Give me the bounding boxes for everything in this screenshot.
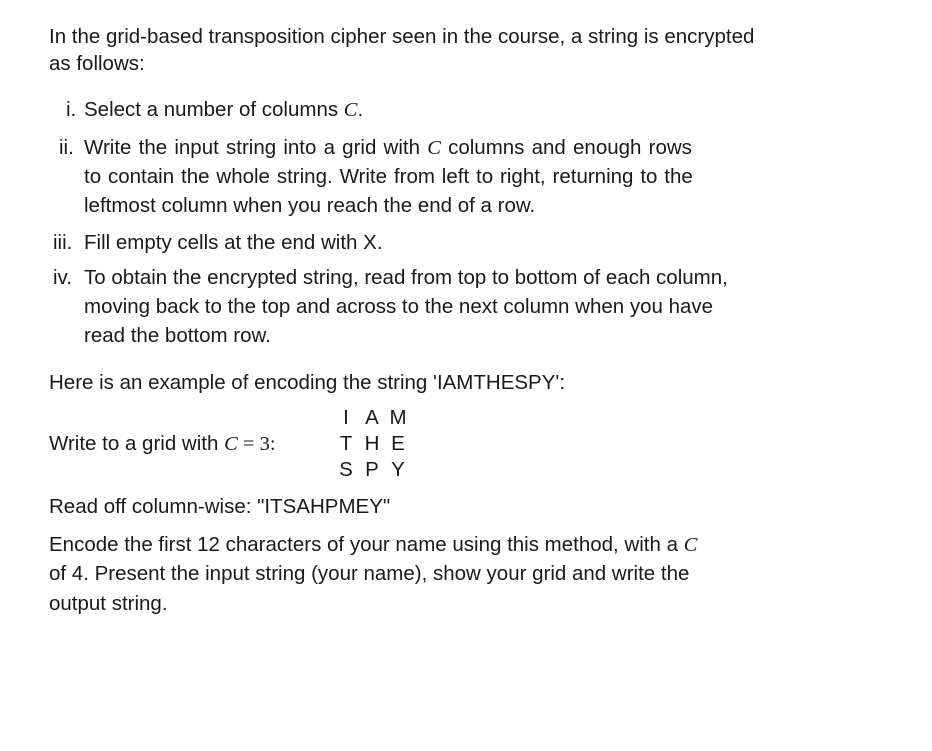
intro-line-1: In the grid-based transposition cipher seen in the course, a string is encrypted bbox=[49, 25, 755, 48]
task-line-1-text: Encode the first 12 characters of your name using this method, with a bbox=[49, 533, 684, 556]
grid-cell-r3-c1: S bbox=[339, 458, 353, 481]
step-4-line-3: read the bottom row. bbox=[84, 324, 271, 347]
grid-cell-r2-c3: E bbox=[391, 432, 405, 455]
step-2-line-1-end: columns and enough rows bbox=[440, 136, 692, 159]
step-1-text bbox=[84, 100, 363, 121]
example-intro: Here is an example of encoding the string 'IAMTHESPY': bbox=[49, 371, 566, 394]
step-2-line-3: leftmost column when you reach the end of a row. bbox=[84, 194, 536, 217]
grid-cell-r3-c2: P bbox=[365, 458, 379, 481]
example-grid-label-prefix: Write to a grid with bbox=[49, 432, 225, 455]
step-3-marker: iii. bbox=[53, 231, 73, 254]
grid-cell-r3-c3: Y bbox=[391, 458, 405, 481]
example-grid-label-eq: = 3: bbox=[237, 433, 276, 455]
grid-cell-r1-c1: I bbox=[343, 406, 349, 429]
task-line-2: of 4. Present the input string (your name), show your grid and write the bbox=[49, 562, 690, 585]
example-grid-label bbox=[49, 434, 276, 455]
intro-line-2: as follows: bbox=[49, 52, 145, 75]
task-line-1 bbox=[49, 535, 697, 556]
step-4-line-2: moving back to the top and across to the next column when you have bbox=[84, 295, 714, 318]
step-2-line-1 bbox=[84, 138, 692, 159]
step-2-line-2: to contain the whole string. Write from left to right, returning to the bbox=[84, 165, 693, 188]
step-1-marker: i. bbox=[66, 98, 77, 121]
step-1-var-c: C bbox=[343, 99, 358, 121]
step-4-line-1: To obtain the encrypted string, read from top to bottom of each column, bbox=[84, 266, 728, 289]
task-var-c: C bbox=[683, 534, 698, 556]
grid-cell-r1-c2: A bbox=[365, 406, 379, 429]
grid-cell-r1-c3: M bbox=[389, 406, 407, 429]
step-2-marker: ii. bbox=[59, 136, 74, 159]
step-1-tail: . bbox=[357, 98, 364, 121]
task-line-3: output string. bbox=[49, 592, 168, 615]
grid-cell-r2-c1: T bbox=[339, 432, 353, 455]
example-readoff: Read off column-wise: "ITSAHPMEY" bbox=[49, 495, 391, 518]
step-4-marker: iv. bbox=[53, 266, 72, 289]
example-grid-label-var: C bbox=[224, 433, 238, 455]
step-3-text: Fill empty cells at the end with X. bbox=[84, 231, 383, 254]
step-1-text-main: Select a number of columns bbox=[84, 98, 344, 121]
step-2-var-c: C bbox=[427, 137, 441, 159]
grid-cell-r2-c2: H bbox=[364, 432, 380, 455]
step-2-line-1-start: Write the input string into a grid with bbox=[84, 136, 428, 159]
